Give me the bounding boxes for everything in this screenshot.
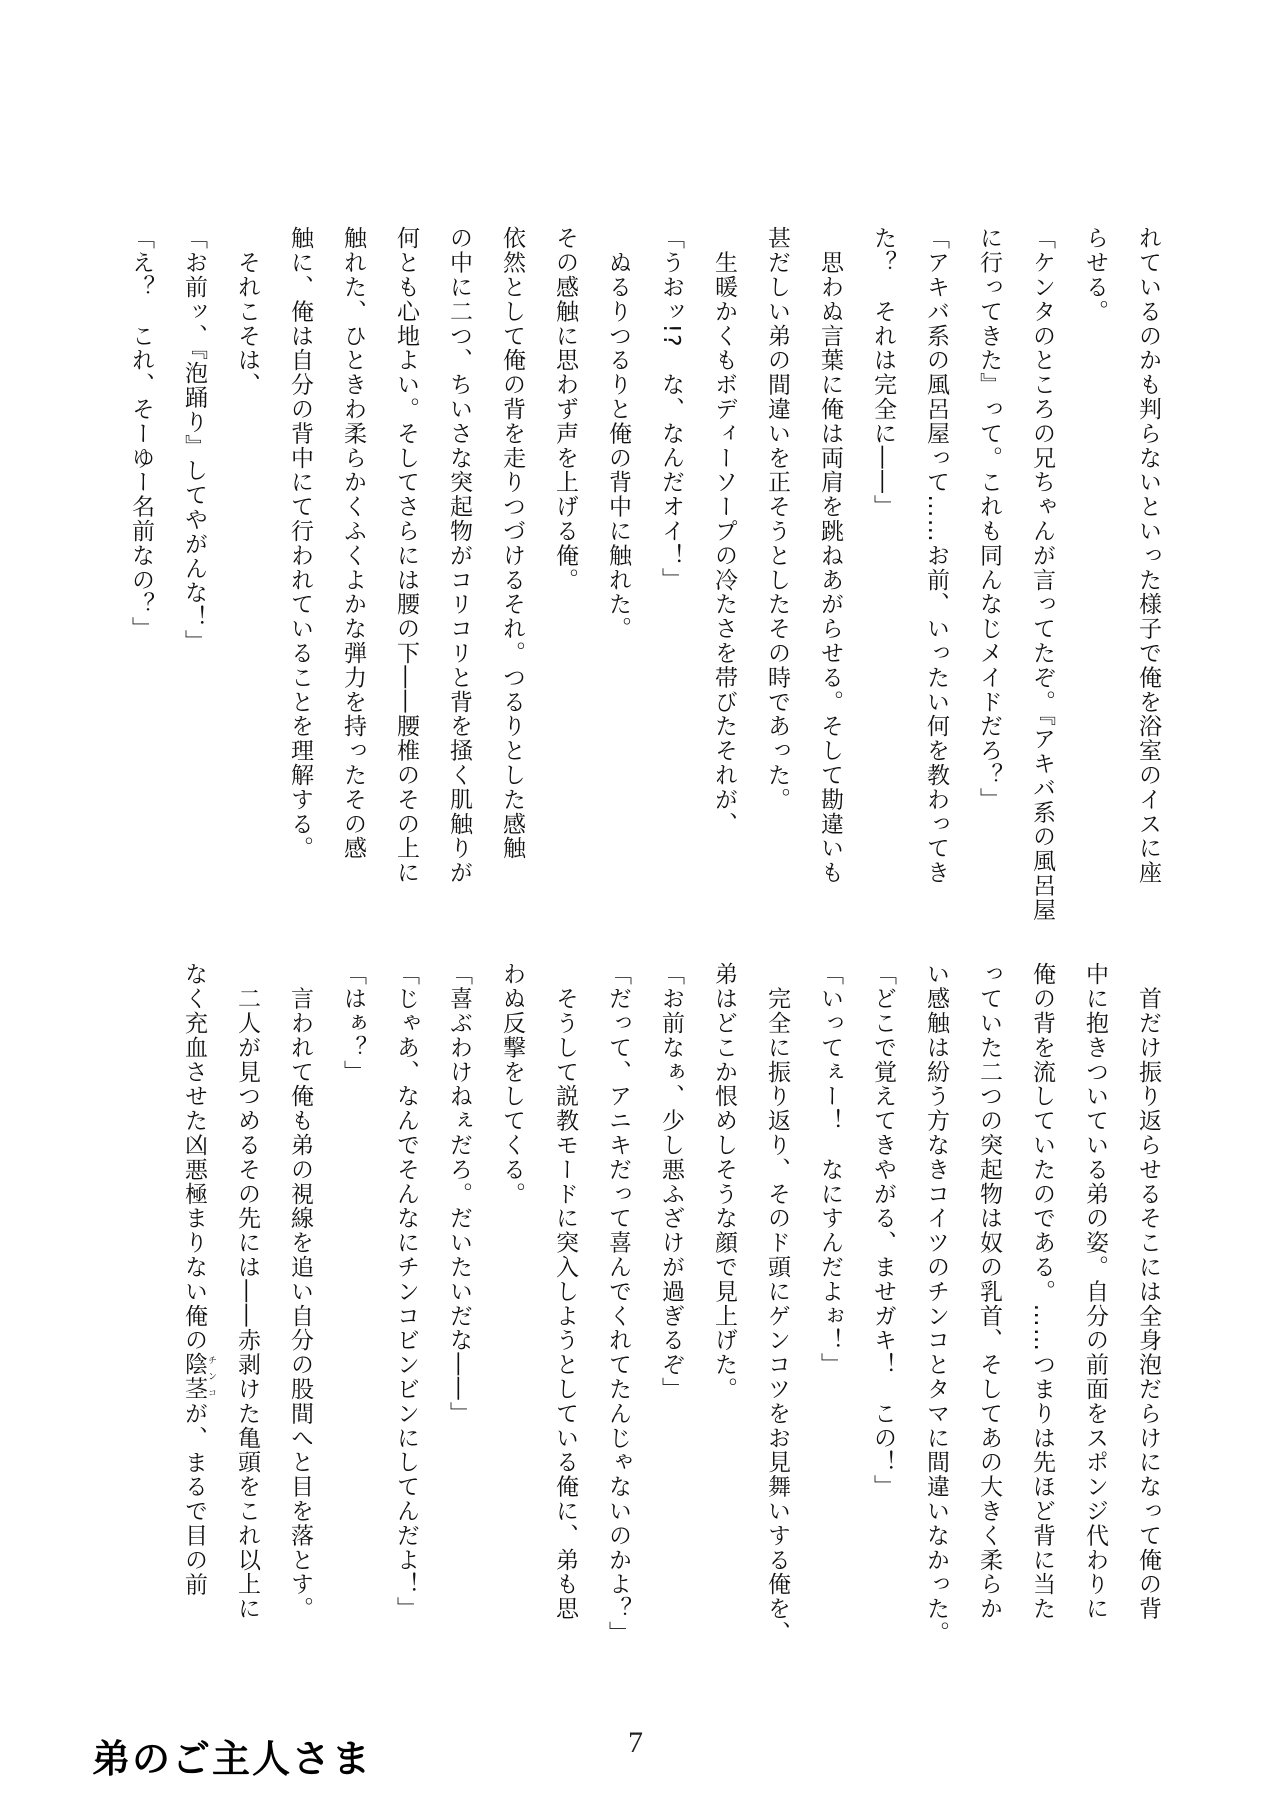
text-column: っていた二つの突起物は奴の乳首、そしてあの大きく柔らか — [976, 962, 1002, 1621]
text-column: い感触は紛う方なきコイツのチンコとタマに間違いなかった。 — [923, 962, 949, 1646]
text-column: 「え？ これ、そーゆー名前なの？」 — [128, 226, 154, 641]
text-column: 「はぁ？」 — [340, 962, 366, 1084]
text-column: 触れた、ひときわ柔らかくふくよかな弾力を持ったその感 — [340, 226, 366, 861]
text-column: 完全に振り返り、そのド頭にゲンコツをお見舞いする俺を、 — [764, 962, 790, 1646]
text-column: その感触に思わず声を上げる俺。 — [552, 226, 578, 592]
text-column: 首だけ振り返らせるそこには全身泡だらけになって俺の背 — [1135, 962, 1161, 1621]
text-column: 言われて俺も弟の視線を追い自分の股間へと目を落とす。 — [287, 962, 313, 1621]
text-column: 「じゃあ、なんでそんなにチンコビンビンにしてんだよ！」 — [393, 962, 419, 1621]
text-column: ぬるりつるりと俺の背中に触れた。 — [605, 226, 631, 641]
text-column: 弟はどこか恨めしそうな顔で見上げた。 — [711, 962, 737, 1402]
text-column: 「お前なぁ、少し悪ふざけが過ぎるぞ」 — [658, 962, 684, 1402]
page-number: 7 — [628, 1726, 643, 1759]
book-title: 弟のご主人さま — [92, 1737, 373, 1781]
text-column: 「どこで覚えてきやがる、ませガキ！ この！」 — [870, 962, 896, 1499]
text-column: 生暖かくもボディーソープの冷たさを帯びたそれが、 — [711, 226, 737, 836]
text-segment: が、まるで目の前 — [181, 1401, 207, 1597]
text-column: それこそは、 — [234, 226, 260, 397]
ruby-text: チンコ — [206, 1352, 216, 1402]
text-column: そうして説教モードに突入しようとしている俺に、弟も思 — [552, 962, 578, 1621]
text-column: た？ それは完全に――」 — [870, 226, 896, 519]
text-column: 思わぬ言葉に俺は両肩を跳ねあがらせる。そして勘違いも — [817, 226, 843, 885]
text-block-bottom — [167, 962, 1174, 1646]
text-block-top — [114, 226, 1174, 923]
text-column: 「喜ぶわけねぇだろ。だいたいだな――」 — [446, 962, 472, 1426]
text-column: 二人が見つめるその先には――赤剥けた亀頭をこれ以上に — [234, 962, 260, 1621]
text-column: 依然として俺の背を走りつづけるそれ。つるりとした感触 — [499, 226, 525, 861]
text-column: 甚だしい弟の間違いを正そうとしたその時であった。 — [764, 226, 790, 812]
text-segment: なく充血させた凶悪極まりない俺の — [181, 962, 207, 1353]
text-column: に行ってきた』って。これも同んなじメイドだろ？」 — [976, 226, 1002, 812]
text-column: らせる。 — [1082, 226, 1108, 324]
ruby-base: 陰茎 — [181, 1352, 207, 1402]
text-column: れているのかも判らないといった様子で俺を浴室のイスに座 — [1135, 226, 1161, 885]
text-column: 中に抱きついている弟の姿。自分の前面をスポンジ代わりに — [1082, 962, 1108, 1621]
text-column: わぬ反撃をしてくる。 — [499, 962, 525, 1206]
text-column: 「お前ッ、『泡踊り』してやがんな！」 — [181, 226, 207, 654]
text-column: 何とも心地よい。そしてさらには腰の下――腰椎のその上に — [393, 226, 419, 885]
text-column: 「だって、アニキだって喜んでくれてたんじゃないのかよ？」 — [605, 962, 631, 1646]
text-column: 「うおッ!? な、なんだオイ！」 — [658, 226, 684, 592]
text-column: 「いってぇー！ なにすんだよぉ！」 — [817, 962, 843, 1377]
text-column: 俺の背を流していたのである。……つまりは先ほど背に当た — [1029, 962, 1055, 1621]
ruby-annotation — [181, 1352, 216, 1402]
text-column: 「アキバ系の風呂屋って……お前、いったい何を教わってき — [923, 226, 949, 885]
text-column — [167, 962, 220, 1626]
text-column: 触に、俺は自分の背中にて行われていることを理解する。 — [287, 226, 313, 861]
text-column: の中に二つ、ちいさな突起物がコリコリと背を掻く肌触りが — [446, 226, 472, 885]
text-column: 「ケンタのところの兄ちゃんが言ってたぞ。『アキバ系の風呂屋 — [1029, 226, 1055, 923]
